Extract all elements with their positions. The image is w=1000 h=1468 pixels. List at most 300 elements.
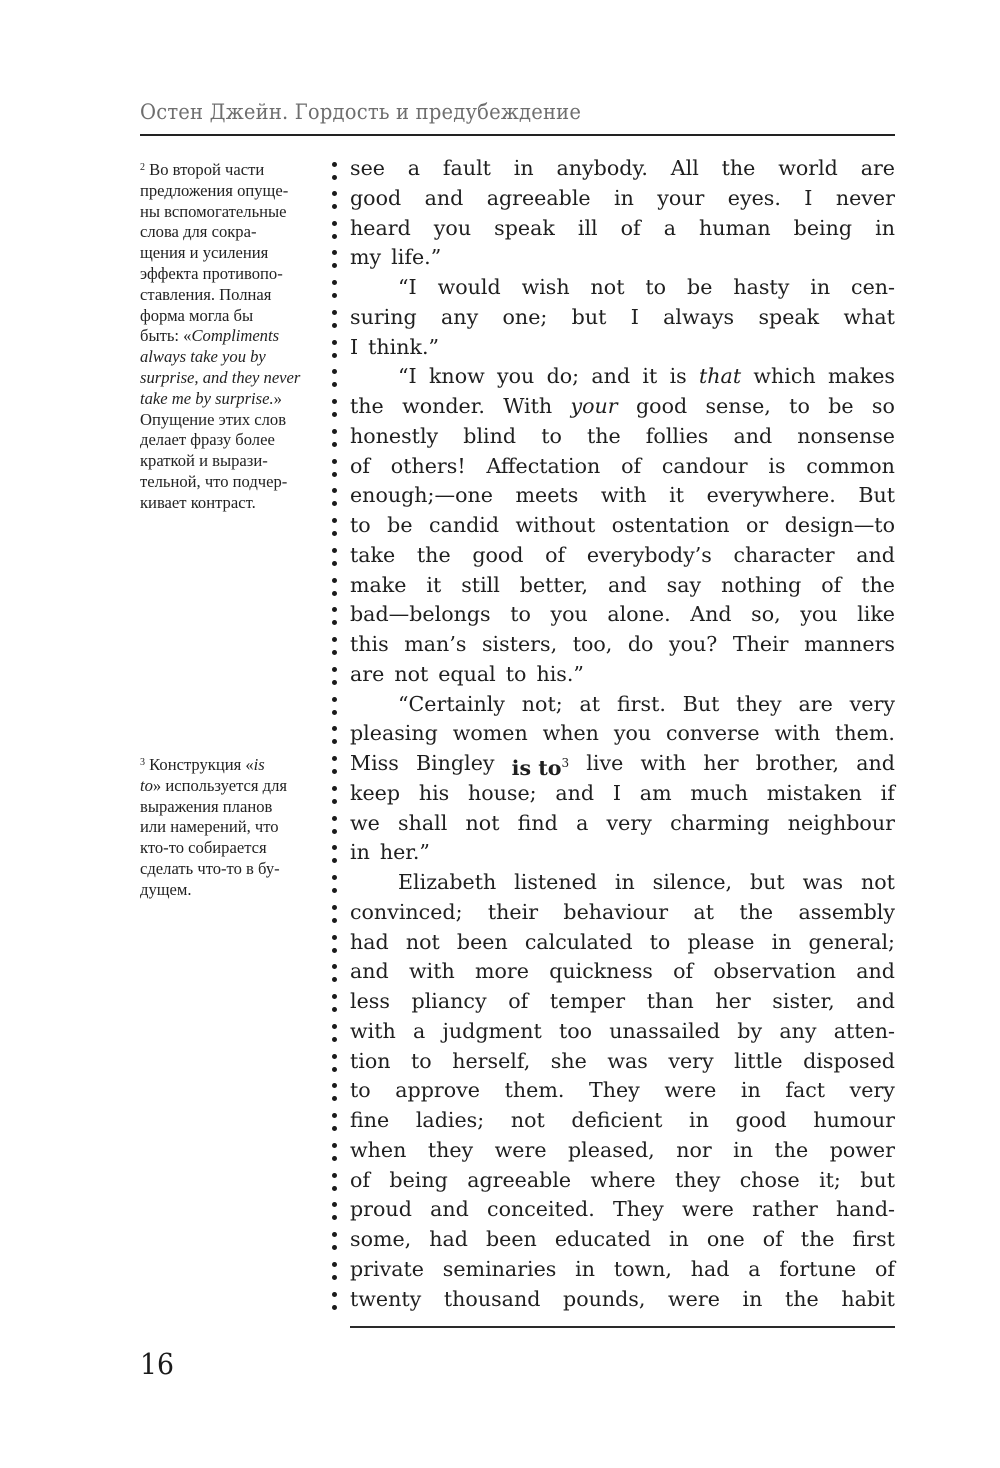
word: and bbox=[607, 572, 647, 597]
word: it bbox=[669, 483, 685, 508]
word: silence, bbox=[652, 870, 733, 894]
divider-dot bbox=[332, 948, 337, 953]
divider-dot bbox=[332, 578, 337, 583]
word: cen- bbox=[851, 275, 895, 299]
word: town, bbox=[613, 1256, 672, 1281]
text-line bbox=[350, 1047, 895, 1077]
divider-dot bbox=[332, 1054, 337, 1059]
word: human bbox=[699, 215, 771, 240]
note-line: сделать что-то в бу- bbox=[140, 858, 280, 878]
word: the bbox=[586, 423, 621, 448]
word: had bbox=[350, 929, 389, 954]
word: to bbox=[649, 929, 671, 954]
word: wonder. bbox=[402, 394, 485, 418]
word: ill bbox=[577, 215, 598, 240]
divider-dot bbox=[332, 964, 337, 969]
text-line bbox=[350, 749, 895, 779]
word: and bbox=[856, 959, 895, 984]
word: sisters, bbox=[481, 632, 558, 656]
text-line bbox=[350, 452, 895, 482]
text-line bbox=[350, 154, 895, 184]
word: herself, bbox=[452, 1048, 531, 1073]
word: if bbox=[880, 780, 895, 805]
word: when bbox=[350, 1137, 407, 1162]
word: when bbox=[542, 721, 599, 746]
footnote-ref: 3 bbox=[561, 756, 570, 770]
word: hand- bbox=[836, 1197, 895, 1222]
word: of bbox=[621, 453, 642, 478]
word: follies bbox=[645, 423, 709, 448]
word: still bbox=[461, 572, 500, 597]
divider-dot bbox=[332, 637, 337, 642]
divider-dot bbox=[332, 875, 337, 880]
word: one; bbox=[502, 304, 548, 329]
word: of bbox=[762, 1227, 783, 1251]
word: little bbox=[734, 1048, 783, 1073]
word: good bbox=[735, 1108, 787, 1132]
word: and bbox=[430, 1197, 469, 1222]
word: his bbox=[418, 780, 450, 805]
word: the bbox=[800, 1227, 835, 1251]
text-line bbox=[350, 1076, 895, 1106]
word: at bbox=[579, 691, 601, 716]
word: everywhere. bbox=[706, 483, 836, 508]
note-line: делает фразу более bbox=[140, 430, 275, 450]
divider-dot bbox=[332, 816, 337, 821]
note-line: слова для сокра- bbox=[140, 222, 257, 242]
divider-dot bbox=[332, 726, 337, 731]
word: to bbox=[350, 1078, 371, 1103]
text-line bbox=[350, 1166, 895, 1196]
word: of bbox=[350, 453, 371, 478]
word: too bbox=[558, 1018, 593, 1043]
word: say bbox=[666, 572, 702, 597]
text-line bbox=[350, 303, 895, 333]
note-line: кивает контраст. bbox=[140, 492, 256, 512]
divider-dot bbox=[332, 905, 337, 910]
word: be bbox=[687, 275, 713, 299]
divider-dot bbox=[332, 310, 337, 315]
word: one bbox=[706, 1227, 745, 1251]
word: seminaries bbox=[442, 1256, 557, 1281]
word: in bbox=[875, 215, 895, 240]
word: this bbox=[350, 632, 389, 656]
note-line: to» используется для bbox=[140, 775, 288, 795]
word: some, bbox=[350, 1227, 412, 1251]
word: of bbox=[508, 989, 529, 1013]
word: fortune bbox=[779, 1256, 857, 1281]
word: my bbox=[350, 245, 382, 270]
word: at bbox=[693, 899, 714, 924]
word: women bbox=[452, 721, 528, 746]
text-line bbox=[350, 957, 895, 987]
word: of bbox=[821, 572, 842, 597]
note-line: или намерений, что bbox=[140, 817, 279, 837]
word: less bbox=[350, 989, 390, 1013]
header-rule bbox=[140, 134, 895, 136]
divider-dot bbox=[332, 162, 337, 167]
divider-dot bbox=[332, 786, 337, 791]
divider-dot bbox=[332, 429, 337, 434]
word: approve bbox=[395, 1078, 480, 1103]
word: in bbox=[614, 185, 634, 210]
text-line bbox=[350, 571, 895, 601]
word: convinced; bbox=[350, 899, 463, 924]
word: with bbox=[774, 721, 821, 746]
word: assembly bbox=[798, 899, 895, 924]
word: not bbox=[394, 661, 429, 686]
word: But bbox=[858, 483, 895, 508]
word: not bbox=[465, 810, 500, 835]
text-line bbox=[350, 660, 895, 690]
divider-dot bbox=[332, 369, 337, 374]
word: had bbox=[690, 1256, 730, 1281]
word: in bbox=[742, 1286, 763, 1311]
word: is bbox=[669, 364, 687, 389]
divider-dot bbox=[332, 1232, 337, 1237]
divider-dot bbox=[332, 250, 337, 255]
word: a bbox=[663, 215, 676, 240]
word: much bbox=[690, 780, 748, 805]
word: more bbox=[475, 959, 529, 984]
word: are bbox=[798, 691, 833, 716]
word: or bbox=[746, 513, 769, 537]
word: in bbox=[689, 1108, 709, 1132]
note-line: дущем. bbox=[140, 879, 192, 899]
divider-dot bbox=[332, 280, 337, 285]
divider-dot bbox=[332, 191, 337, 196]
word: always bbox=[663, 304, 735, 329]
text-line bbox=[350, 809, 895, 839]
word: private bbox=[350, 1256, 424, 1281]
word: in bbox=[350, 840, 370, 865]
divider-dot bbox=[332, 1113, 337, 1118]
note-line: эффекта противопо- bbox=[140, 263, 283, 283]
word: were bbox=[682, 1197, 734, 1222]
word: her.” bbox=[379, 840, 430, 865]
word: Affectation bbox=[486, 453, 601, 478]
word: thousand bbox=[443, 1286, 541, 1311]
text-line bbox=[350, 1106, 895, 1136]
note-line: предложения опуще- bbox=[140, 180, 289, 200]
word: of bbox=[673, 959, 694, 984]
word: not; bbox=[521, 691, 563, 716]
word: enough;—one bbox=[350, 483, 493, 508]
word: alone. bbox=[607, 602, 671, 627]
word: but bbox=[860, 1167, 895, 1192]
word: habit bbox=[841, 1286, 895, 1311]
text-line bbox=[350, 511, 895, 541]
note-marker: 2 bbox=[140, 162, 145, 173]
divider-dot bbox=[332, 1202, 337, 1207]
note-line: surprise, and they never bbox=[140, 367, 301, 387]
word: unassailed bbox=[609, 1018, 721, 1043]
word: “Certainly bbox=[398, 691, 505, 716]
word: is bbox=[768, 453, 786, 478]
word: Miss bbox=[350, 751, 399, 775]
word: quickness bbox=[549, 959, 653, 984]
word: speak bbox=[494, 215, 555, 240]
word: in bbox=[771, 929, 792, 954]
word: in bbox=[733, 1137, 754, 1162]
word: so bbox=[871, 394, 895, 418]
text-line bbox=[350, 1225, 895, 1255]
running-title: Остен Джейн. Гордость и предубеждение bbox=[140, 100, 582, 124]
word: the bbox=[416, 542, 451, 567]
word: the bbox=[350, 394, 384, 418]
word: first bbox=[852, 1227, 895, 1251]
text-line bbox=[350, 838, 895, 868]
word: tion bbox=[350, 1048, 391, 1073]
word: general; bbox=[808, 929, 895, 954]
word: pleasing bbox=[350, 721, 438, 746]
word: would bbox=[437, 275, 501, 299]
word: deficient bbox=[571, 1108, 663, 1132]
word: to bbox=[411, 1048, 432, 1073]
word: but bbox=[749, 870, 785, 894]
dotted-margin-divider bbox=[328, 155, 342, 1315]
word: anybody. bbox=[556, 156, 648, 180]
divider-dot bbox=[332, 459, 337, 464]
word: calculated bbox=[524, 929, 633, 954]
word: ladies; bbox=[415, 1108, 485, 1132]
word: suring bbox=[350, 304, 417, 329]
word: it bbox=[642, 364, 658, 389]
divider-dot bbox=[332, 1083, 337, 1088]
word: nonsense bbox=[797, 423, 895, 448]
word: never bbox=[835, 185, 895, 210]
word: to bbox=[505, 661, 527, 686]
word: are bbox=[350, 661, 385, 686]
divider-dot bbox=[332, 1292, 337, 1297]
word: All bbox=[670, 156, 699, 180]
word: not bbox=[405, 929, 440, 954]
text-line bbox=[350, 1255, 895, 1285]
word: it; bbox=[819, 1167, 841, 1192]
word: to bbox=[645, 275, 667, 299]
word: was bbox=[607, 1048, 648, 1073]
note-line: ны вспомогательные bbox=[140, 201, 287, 221]
word: a bbox=[748, 1256, 761, 1281]
word: a bbox=[407, 156, 421, 180]
word: and bbox=[856, 542, 895, 567]
word: you bbox=[800, 602, 838, 627]
divider-dot bbox=[332, 340, 337, 345]
word: wish bbox=[521, 275, 570, 299]
word: you bbox=[550, 602, 588, 627]
word: the bbox=[785, 1286, 819, 1311]
divider-dot bbox=[332, 697, 337, 702]
word: that bbox=[699, 364, 742, 389]
word: twenty bbox=[350, 1286, 422, 1311]
word: with bbox=[350, 1018, 396, 1043]
word: bad—belongs bbox=[350, 602, 491, 627]
word: had bbox=[429, 1227, 468, 1251]
divider-dot bbox=[332, 234, 337, 239]
word: been bbox=[456, 929, 508, 954]
word: them. bbox=[504, 1078, 565, 1103]
word: and bbox=[856, 989, 895, 1013]
word: man’s bbox=[404, 632, 467, 656]
word: but bbox=[571, 304, 607, 329]
word: everybody’s bbox=[586, 542, 712, 567]
note-line: ставления. Полная bbox=[140, 284, 272, 304]
text-line bbox=[350, 868, 895, 898]
text-line bbox=[350, 1285, 895, 1315]
word: Their bbox=[732, 632, 789, 656]
footer-rule bbox=[350, 1326, 895, 1328]
word: a bbox=[412, 1018, 426, 1043]
divider-dot bbox=[332, 488, 337, 493]
word: and bbox=[733, 423, 773, 448]
divider-dot bbox=[332, 667, 337, 672]
word: brother, bbox=[755, 751, 840, 775]
text-line bbox=[350, 600, 895, 630]
word: proud bbox=[350, 1197, 412, 1222]
word: nothing bbox=[721, 572, 802, 597]
word: meets bbox=[515, 483, 579, 508]
word: I bbox=[612, 780, 622, 805]
text-line bbox=[350, 1195, 895, 1225]
text-line bbox=[350, 630, 895, 660]
word: be bbox=[828, 394, 854, 418]
word: Bingley bbox=[415, 751, 495, 775]
word: atten- bbox=[833, 1018, 895, 1043]
word: to bbox=[789, 394, 810, 418]
word: nor bbox=[676, 1137, 712, 1162]
word: candour bbox=[661, 453, 748, 478]
word: her bbox=[703, 751, 739, 775]
word: very bbox=[849, 691, 895, 716]
divider-dot bbox=[332, 994, 337, 999]
word: the bbox=[721, 156, 756, 180]
note-line: always take you by bbox=[140, 347, 266, 367]
word: equal bbox=[438, 661, 496, 686]
divider-dot bbox=[332, 607, 337, 612]
word: we bbox=[350, 810, 380, 835]
word: with bbox=[600, 483, 647, 508]
word: please bbox=[687, 929, 755, 954]
divider-dot bbox=[332, 399, 337, 404]
word: your bbox=[570, 394, 618, 418]
word: others! bbox=[390, 453, 466, 478]
word: “I bbox=[398, 275, 417, 299]
text-line bbox=[350, 392, 895, 422]
word: in bbox=[810, 275, 831, 299]
word: fine bbox=[350, 1108, 390, 1132]
word: the bbox=[739, 899, 774, 924]
word: was bbox=[802, 870, 844, 894]
text-line bbox=[350, 422, 895, 452]
word: find bbox=[517, 810, 558, 835]
word: in bbox=[614, 870, 635, 894]
text-line bbox=[350, 184, 895, 214]
divider-dot bbox=[332, 221, 337, 226]
text-line bbox=[350, 214, 895, 244]
word: by bbox=[737, 1018, 763, 1043]
note-line: Опущение этих слов bbox=[140, 409, 287, 429]
word: They bbox=[612, 1197, 664, 1222]
word: in bbox=[513, 156, 534, 180]
note-marker: 3 bbox=[140, 757, 145, 768]
word: being bbox=[793, 215, 853, 240]
word: think.” bbox=[368, 334, 440, 359]
word: very bbox=[668, 1048, 714, 1073]
word: honestly bbox=[350, 423, 439, 448]
word: shall bbox=[398, 810, 448, 835]
word: I bbox=[804, 185, 813, 210]
word: without bbox=[515, 513, 596, 537]
word: were bbox=[494, 1137, 547, 1162]
word: sister, bbox=[772, 989, 835, 1013]
word: you bbox=[613, 721, 652, 746]
margin-note-3 bbox=[140, 753, 325, 901]
word: ostentation bbox=[611, 513, 730, 537]
word: good bbox=[635, 394, 688, 418]
word: it bbox=[426, 572, 442, 597]
word: and bbox=[591, 364, 631, 389]
word: pounds, bbox=[563, 1286, 646, 1311]
word: keep bbox=[350, 780, 401, 805]
word: judgment bbox=[442, 1018, 542, 1043]
word: heard bbox=[350, 215, 411, 240]
word: of bbox=[350, 1167, 371, 1192]
word: fault bbox=[442, 156, 491, 180]
text-line bbox=[350, 273, 895, 303]
word: and bbox=[555, 780, 595, 805]
note-line: take me by surprise.» bbox=[140, 388, 282, 408]
word: not bbox=[590, 275, 625, 299]
word: With bbox=[503, 394, 553, 418]
word: speak bbox=[758, 304, 820, 329]
word: her bbox=[715, 989, 751, 1013]
divider-dot bbox=[332, 710, 337, 715]
word: common bbox=[806, 453, 895, 478]
word: educated bbox=[554, 1227, 651, 1251]
word: your bbox=[657, 185, 705, 210]
divider-dot bbox=[332, 1024, 337, 1029]
word: being bbox=[389, 1167, 448, 1192]
word: than bbox=[646, 989, 694, 1013]
divider-dot bbox=[332, 1143, 337, 1148]
divider-dot bbox=[332, 1262, 337, 1267]
word: been bbox=[486, 1227, 537, 1251]
word: they bbox=[427, 1137, 474, 1162]
word: I bbox=[630, 304, 639, 329]
word: to bbox=[541, 423, 562, 448]
word: his.” bbox=[536, 661, 584, 686]
word: humour bbox=[813, 1108, 895, 1132]
text-line bbox=[350, 1017, 895, 1047]
word: what bbox=[843, 304, 895, 329]
word: observation bbox=[713, 959, 837, 984]
text-line bbox=[350, 1136, 895, 1166]
word: a bbox=[576, 810, 589, 835]
word: mistaken bbox=[766, 780, 862, 805]
word: you bbox=[433, 215, 472, 240]
page-number: 16 bbox=[140, 1347, 174, 1381]
word: first. bbox=[616, 691, 666, 716]
word: be bbox=[387, 513, 413, 537]
divider-dot bbox=[332, 935, 337, 940]
divider-dot bbox=[332, 548, 337, 553]
word: “I bbox=[398, 364, 417, 389]
word: were bbox=[664, 1078, 717, 1103]
word: take bbox=[350, 542, 396, 567]
word: and bbox=[424, 185, 464, 210]
word: They bbox=[589, 1078, 640, 1103]
text-line bbox=[350, 333, 895, 363]
